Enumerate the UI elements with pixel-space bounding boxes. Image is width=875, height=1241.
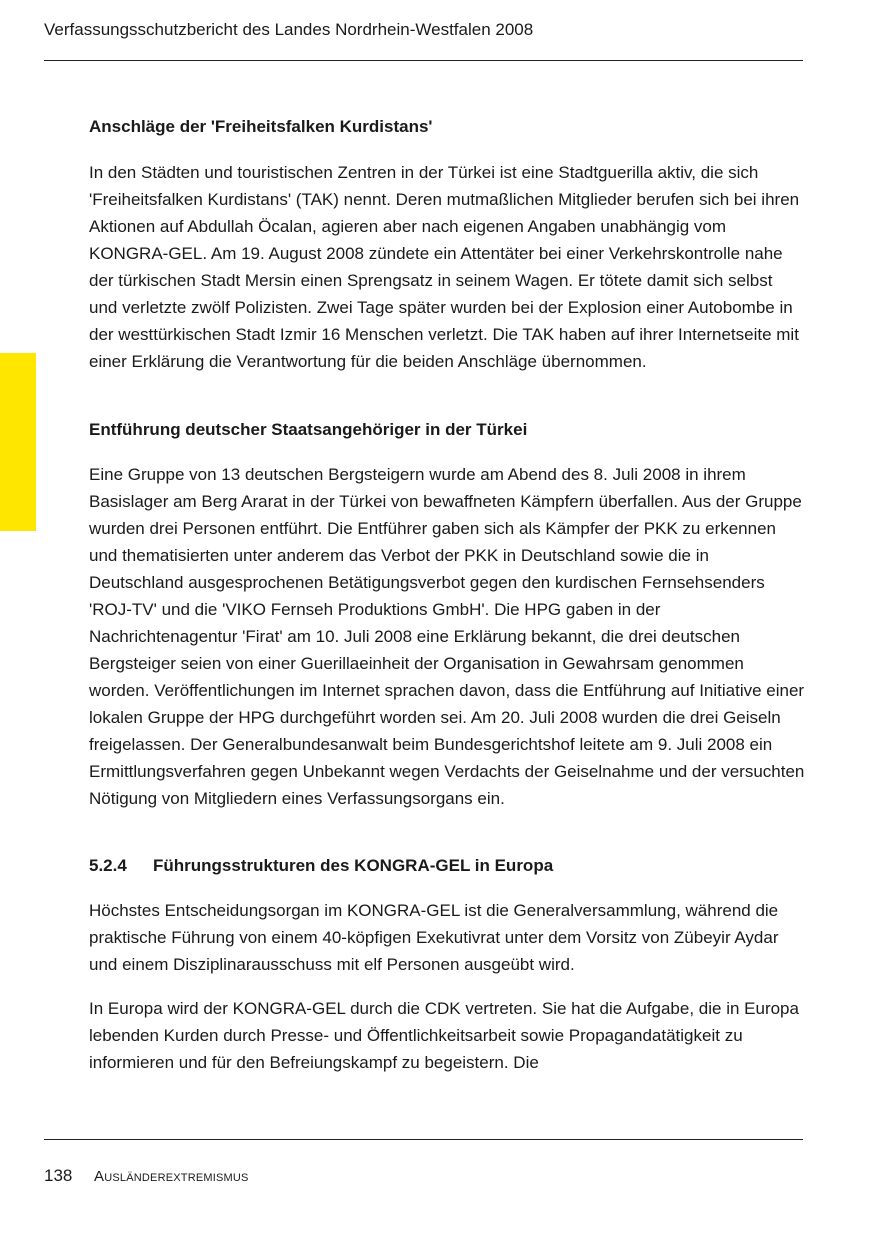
section-paragraph: Eine Gruppe von 13 deutschen Bergsteigern wurde am Abend des 8. Juli 2008 in ihrem Basislager am Berg Ararat in der Türkei von bewaffneten Kämpfern überfallen. Aus der Gruppe wurden drei Personen entführt. Die Entführer gaben sich als Kämpfer der PKK zu erkennen und thematisierten unter anderem das Verbot der PKK in Deutschland sowie die in Deutschland ausgesprochenen Betätigungsverbot gegen den kurdischen Fernsehsenders 'ROJ-TV' und die 'VIKO Fernseh Produktions GmbH'. Die HPG gaben in der Nachrichtenagentur 'Firat' am 10. Juli 2008 eine Erklärung bekannt, die drei deutschen Bergsteiger seien von einer Guerillaeinheit der Organisation in Gewahrsam genommen worden. Veröffentlichungen im Internet sprachen davon, dass die Entführung auf Initiative einer lokalen Gruppe der HPG durchgeführt worden sei. Am 20. Juli 2008 wurden die drei Geiseln freigelassen. Der Generalbundesanwalt beim Bundesgerichtshof leitete am 9. Juli 2008 ein Ermittlungsverfahren gegen Unbekannt wegen Verdachts der Geiselnahme und der versuchten Nötigung von Mitgliedern eines Verfassungsorgans ein. [89, 465, 805, 808]
page-number: 138 [44, 1166, 73, 1185]
section-heading: Entführung deutscher Staatsangehöriger in der Türkei [89, 420, 528, 439]
running-header: Verfassungsschutzbericht des Landes Nordrhein-Westfalen 2008 [44, 20, 534, 39]
section-paragraph: In den Städten und touristischen Zentren in der Türkei ist eine Stadtguerilla aktiv, die sich 'Freiheitsfalken Kurdistans' (TAK) nennt. Deren mutmaßlichen Mitglieder berufen sich bei ihren Aktionen auf Abdullah Öcalan, agieren aber nach eigenen Angaben unabhängig vom KONGRA-GEL. Am 19. August 2008 zündete ein Attentäter bei einer Verkehrskontrolle nahe der türkischen Stadt Mersin einen Sprengsatz in seinem Wagen. Er tötete damit sich selbst und verletzte zwölf Polizisten. Zwei Tage später wurden bei der Explosion einer Autobombe in der westtürkischen Stadt Izmir 16 Menschen verletzt. Die TAK haben auf ihrer Internetseite mit einer Erklärung die Verantwortung für die beiden Anschläge übernommen. [89, 163, 800, 371]
chapter-title: Ausländerextremismus [94, 1168, 249, 1185]
section-paragraph: In Europa wird der KONGRA-GEL durch die CDK vertreten. Sie hat die Aufgabe, die in Europa lebenden Kurden durch Presse- und Öffentlichkeitsarbeit sowie Propagandatätigkeit zu informieren und für den Befreiungskampf zu begeistern. Die [89, 999, 799, 1072]
section-paragraph: Höchstes Entscheidungsorgan im KONGRA-GEL ist die Generalversammlung, während die praktische Führung von einem 40-köpfigen Exekutivrat unter dem Vorsitz von Zübeyir Aydar und einem Disziplinarausschuss mit elf Personen ausgeübt wird. [89, 901, 779, 974]
page-footer [44, 1165, 249, 1188]
footer-rule [44, 1139, 803, 1140]
section-title: Führungsstrukturen des KONGRA-GEL in Europa [153, 856, 554, 875]
page-body [89, 115, 805, 1076]
header-rule [44, 60, 803, 61]
section-heading: Anschläge der 'Freiheitsfalken Kurdistans' [89, 117, 433, 136]
chapter-side-marker [0, 353, 36, 531]
subsection-heading [89, 854, 805, 878]
section-number: 5.2.4 [89, 856, 127, 875]
